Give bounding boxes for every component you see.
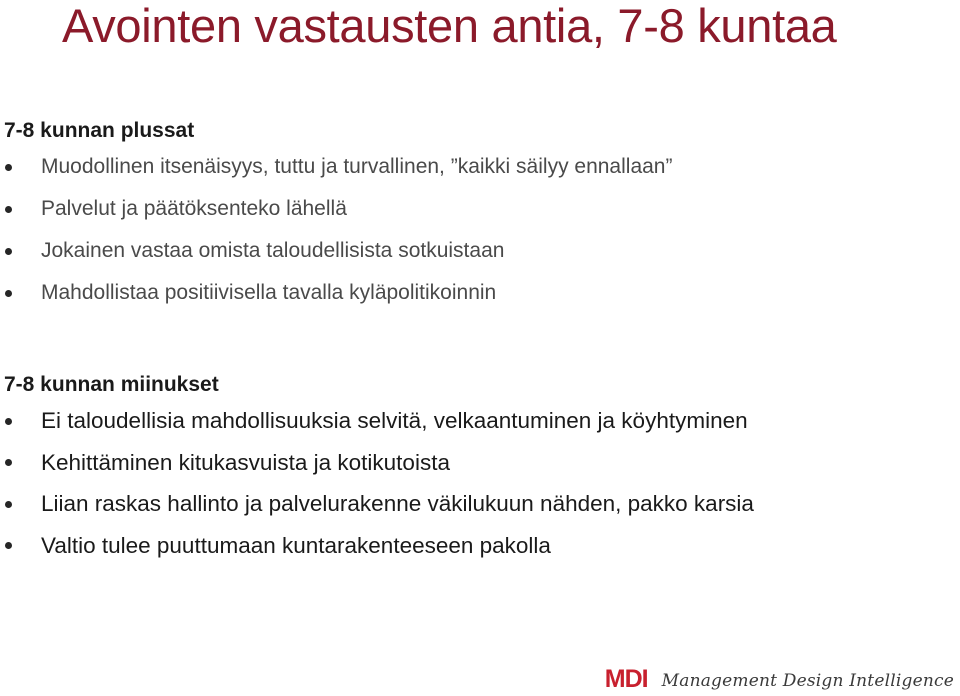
bullet-icon <box>5 164 12 171</box>
list-item <box>4 272 954 314</box>
bullet-icon <box>5 248 12 255</box>
list-item-text: Muodollinen itsenäisyys, tuttu ja turvallinen, ”kaikki säilyy ennallaan” <box>41 155 673 178</box>
list-item-text: Mahdollistaa positiivisella tavalla kyläpolitikoinnin <box>41 281 497 304</box>
list-item-text: Ei taloudellisia mahdollisuuksia selvitä, velkaantuminen ja köyhtyminen <box>41 408 748 433</box>
list-item <box>4 146 954 188</box>
minus-section <box>4 370 954 566</box>
logo-wordmark: Management Design Intelligence <box>661 671 954 691</box>
list-item <box>4 400 954 442</box>
list-item-text: Valtio tulee puuttumaan kuntarakenteeseen pakolla <box>41 532 551 558</box>
plus-section <box>4 116 954 314</box>
list-item-text: Palvelut ja päätöksenteko lähellä <box>41 197 347 220</box>
list-item <box>4 230 954 272</box>
plus-heading: 7-8 kunnan plussat <box>4 119 195 142</box>
slide-title: Avointen vastausten antia, 7-8 kuntaa <box>62 0 837 52</box>
list-item <box>4 188 954 230</box>
bullet-icon <box>5 290 12 297</box>
list-item <box>4 483 954 525</box>
bullet-icon <box>5 459 12 466</box>
minus-list <box>4 400 954 566</box>
list-item <box>4 442 954 484</box>
list-item-text: Jokainen vastaa omista taloudellisista sotkuistaan <box>41 239 505 262</box>
mdi-logo <box>605 666 954 692</box>
bullet-icon <box>5 542 12 549</box>
logo-mark: MDI <box>604 665 648 693</box>
list-item-text: Kehittäminen kitukasvuista ja kotikutoista <box>41 449 450 475</box>
list-item <box>4 525 954 567</box>
list-item-text: Liian raskas hallinto ja palvelurakenne väkilukuun nähden, pakko karsia <box>41 491 754 516</box>
bullet-icon <box>5 418 12 425</box>
bullet-icon <box>5 206 12 213</box>
minus-heading: 7-8 kunnan miinukset <box>4 373 219 396</box>
plus-list <box>4 146 954 314</box>
bullet-icon <box>5 501 12 508</box>
